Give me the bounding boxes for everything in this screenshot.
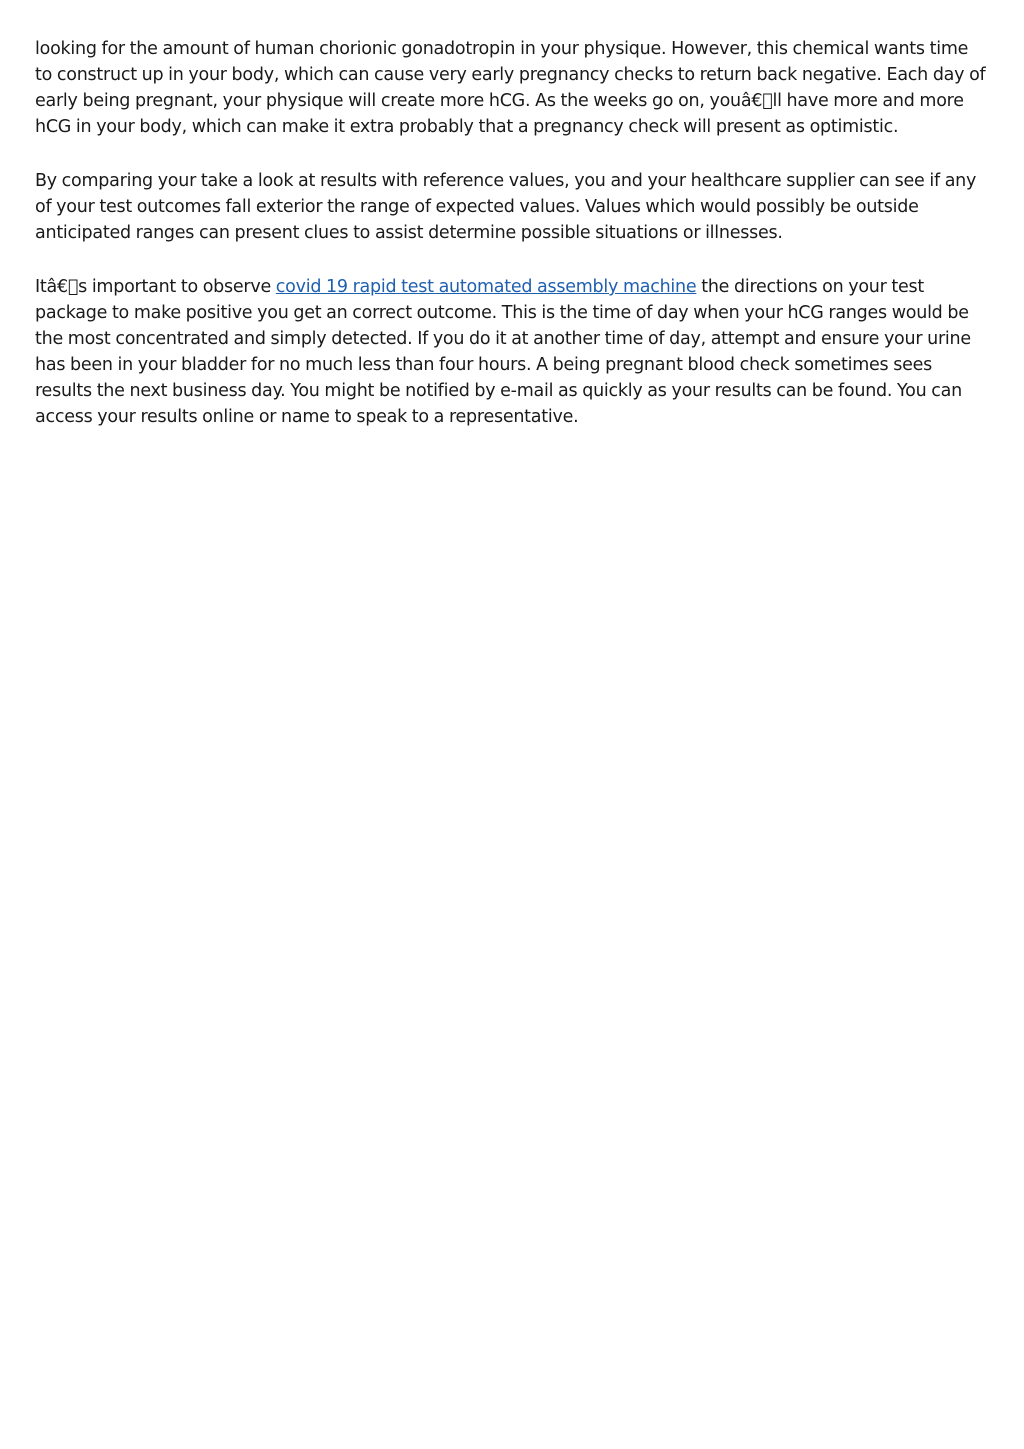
paragraph-test-directions (35, 274, 990, 430)
paragraph-text-after-link: the directions on your test package to make positive you get an correct outcome. This is the time of day when your hCG ranges would be the most concentrated and simply detected. If you do it at another time of day, attempt and ensure your urine has been in your bladder for no much less than four hours. A being pregnant blood check sometimes sees results the next business day. You might be notified by e-mail as quickly as your results can be found. You can access your results online or name to speak to a representative. (35, 277, 971, 427)
paragraph-reference-values: By comparing your take a look at results with reference values, you and your healthcare supplier can see if any of your test outcomes fall exterior the range of expected values. Values which would possibly be outside anticipated ranges can present clues to assist determine possible situations or illnesses. (35, 171, 977, 243)
document-page (35, 36, 990, 458)
covid-test-machine-link[interactable]: covid 19 rapid test automated assembly machine (275, 277, 697, 297)
paragraph-hcg-intro: looking for the amount of human chorionic gonadotropin in your physique. However, this chemical wants time to construct up in your body, which can cause very early pregnancy checks to return back negative. Each day of early being pregnant, your physique will create more hCG. As the weeks go on, youâ€ ll have more and more hCG in your body, which can make it extra probably that a pregnancy check will present as optimistic. (35, 39, 986, 137)
paragraph-text-before-link: Itâ€ s important to observe (35, 277, 276, 297)
